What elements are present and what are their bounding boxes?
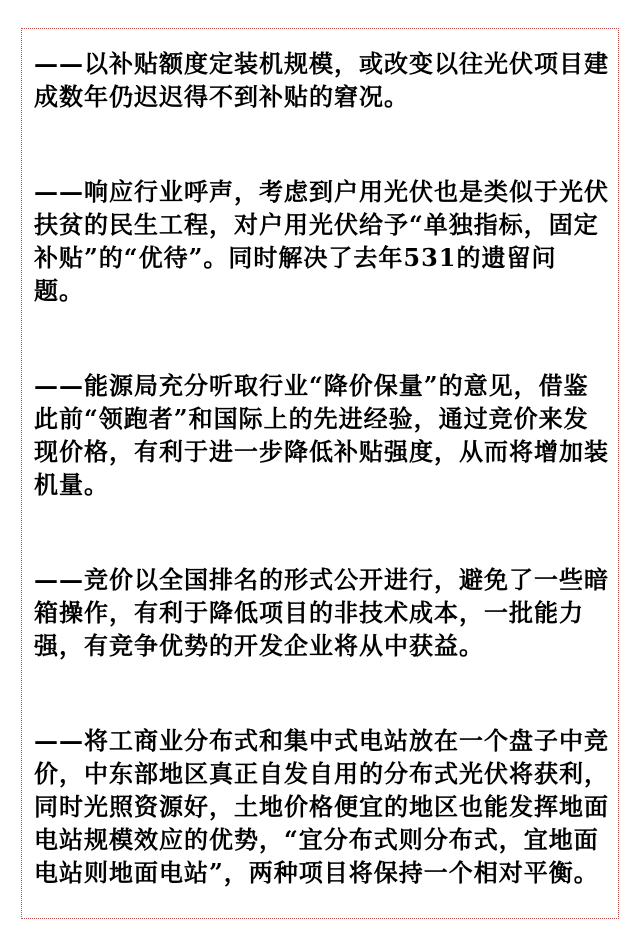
paragraph-5 [34, 724, 607, 889]
text-line: ——以补贴额度定装机规模，或改变以往光伏项目建 [34, 49, 609, 78]
text-line: 电站规模效应的优势，“宜分布式则分布式，宜地面 [34, 825, 599, 854]
text-line: 现价格，有利于进一步降低补贴强度，从而将增加装 [34, 437, 609, 466]
text-line: 价，中东部地区真正自发自用的分布式光伏将获利， [34, 759, 609, 788]
text-line: ——响应行业呼声，考虑到户用光伏也是类似于光伏 [34, 177, 609, 206]
text-line: 补贴”的“优待”。同时解决了去年531的遗留问 [34, 243, 557, 272]
text-line: 强，有竞争优势的开发企业将从中获益。 [34, 631, 484, 660]
text-line: 成数年仍迟迟得不到补贴的窘况。 [34, 82, 409, 111]
text-line: 电站则地面电站”，两种项目将保持一个相对平衡。 [34, 858, 599, 887]
text-line: 箱操作，有利于降低项目的非技术成本，一批能力 [34, 598, 584, 627]
paragraph-3 [34, 369, 607, 501]
text-line: 扶贫的民生工程，对户用光伏给予“单独指标，固定 [34, 210, 599, 239]
text-line: 机量。 [34, 470, 109, 499]
text-line: 此前“领跑者”和国际上的先进经验，通过竞价来发 [34, 404, 589, 433]
paragraph-4 [34, 563, 607, 662]
dotted-border-frame [21, 28, 619, 919]
paragraph-1 [34, 47, 607, 113]
text-line: 同时光照资源好，土地价格便宜的地区也能发挥地面 [34, 792, 609, 821]
text-line: ——将工商业分布式和集中式电站放在一个盘子中竞 [34, 726, 609, 755]
text-line: 题。 [34, 276, 84, 305]
paragraph-2 [34, 175, 607, 307]
text-line: ——竞价以全国排名的形式公开进行，避免了一些暗 [34, 565, 609, 594]
text-line: ——能源局充分听取行业“降价保量”的意见，借鉴 [34, 371, 589, 400]
